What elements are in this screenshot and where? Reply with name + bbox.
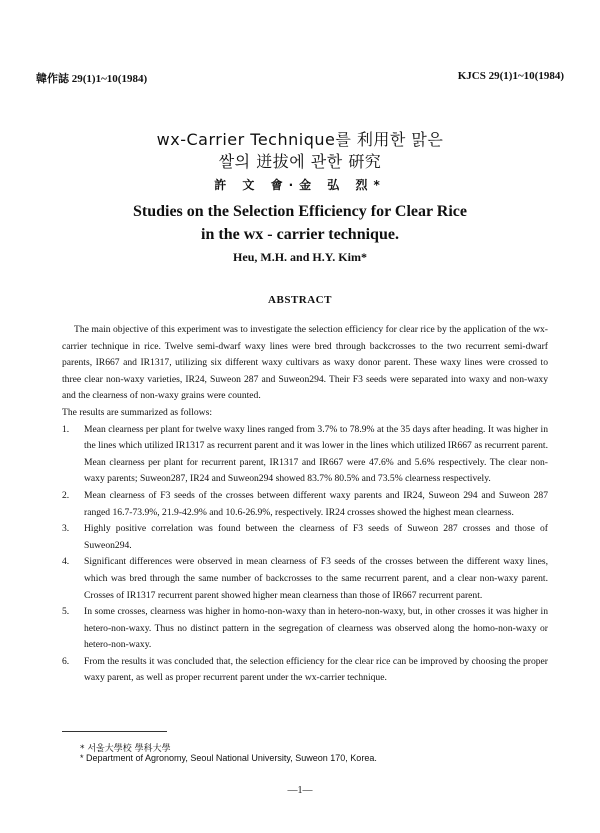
korean-title-line-1: wx-Carrier Technique를 利用한 맑은 — [156, 130, 444, 149]
item-text: From the results it was concluded that, the selection efficiency for the clear rice can be improved by choosing the proper waxy parent, as well as proper recurrent parent under the wx-carrier technique. — [84, 655, 548, 684]
item-text: Mean clearness of F3 seeds of the crosses between different waxy parents and IR24, Suweon 294 and Suweon 287 ranged 16.7-73.9%, 21.9-42.9% and 10.6-26.9%, respectively. IR24 crosses showed the highest mean clearness. — [84, 489, 548, 518]
results-list — [62, 422, 548, 688]
item-number: 2. — [62, 489, 70, 501]
item-text: In some crosses, clearness was higher in homo-non-waxy than in hetero-non-waxy, but, in other crosses it was higher in hetero-non-waxy. Thus no distinct pattern in the segregation of clearness was observed along the homo-non-waxy or hetero-non-waxy. — [84, 606, 548, 651]
item-number: 5. — [62, 606, 70, 618]
footnote-rule — [62, 731, 167, 732]
item-number: 3. — [62, 523, 70, 535]
abstract-intro: The main objective of this experiment was to investigate the selection efficiency for clear rice by the application of the wx-carrier technique in rice. Twelve semi-dwarf waxy lines were bred through backcrosses to the two recurrent semi-dwarf parents, IR667 and IR1317, utilizing six different waxy cultivars as waxy donor parent. These waxy lines were crossed to three clear non-waxy varieties, IR24, Suweon 287 and Suweon294. Their F3 seeds were separated into waxy and non-waxy and the clearness of non-waxy grains were counted. — [62, 324, 548, 402]
list-item — [62, 422, 548, 488]
summary-lead: The results are summarized as follows: — [62, 406, 212, 418]
journal-header-left: 韓作誌 29(1)1~10(1984) — [36, 73, 148, 85]
list-item — [62, 521, 548, 554]
item-number: 6. — [62, 655, 70, 667]
abstract-heading: ABSTRACT — [268, 294, 332, 306]
item-number: 1. — [62, 423, 70, 435]
item-text: Mean clearness per plant for twelve waxy lines ranged from 3.7% to 78.9% at the 35 days after heading. It was higher in the lines which utilized IR1317 as recurrent parent and it was lower in the lines which utilized IR667 as recurrent parent. Mean clearness per plant for recurrent parent, IR1317 and IR667 were 47.6% and 5.6% respectively. The clear non-waxy parents; Suweon287, IR24 and Suweon294 showed 83.7% 80.5% and 73.5% clearness respectively. — [84, 423, 548, 485]
journal-header-right: KJCS 29(1)1~10(1984) — [457, 70, 564, 82]
item-text: Highly positive correlation was found between the clearness of F3 seeds of Suweon 287 crosses and those of Suweon294. — [84, 523, 548, 551]
list-item — [62, 554, 548, 604]
list-item — [62, 654, 548, 687]
item-text: Significant differences were observed in mean clearness of F3 seeds of the crosses between the different waxy lines, which was bred through the same number of backcrosses to the same recurrent parent, and a clear non-waxy parent. Crosses of IR1317 recurrent parent showed higher mean clearness than those of IR667 recurrent parent. — [84, 556, 548, 601]
list-item — [62, 604, 548, 654]
korean-title-line-2: 쌀의 迸拔에 관한 硏究 — [218, 152, 382, 171]
item-number: 4. — [62, 556, 70, 568]
korean-authors: 許 文 會·金 弘 烈* — [214, 178, 386, 192]
page-number: —1— — [287, 785, 313, 796]
english-title-line-2: in the wx - carrier technique. — [201, 226, 399, 243]
list-item — [62, 488, 548, 521]
footnote-english: * Department of Agronomy, Seoul National University, Suweon 170, Korea. — [80, 753, 377, 763]
english-title-line-1: Studies on the Selection Efficiency for Clear Rice — [132, 203, 468, 220]
abstract-body — [62, 322, 548, 687]
english-authors: Heu, M.H. and H.Y. Kim* — [233, 250, 367, 264]
footnote-korean: * 서울大學校 學科大學 — [80, 744, 171, 754]
